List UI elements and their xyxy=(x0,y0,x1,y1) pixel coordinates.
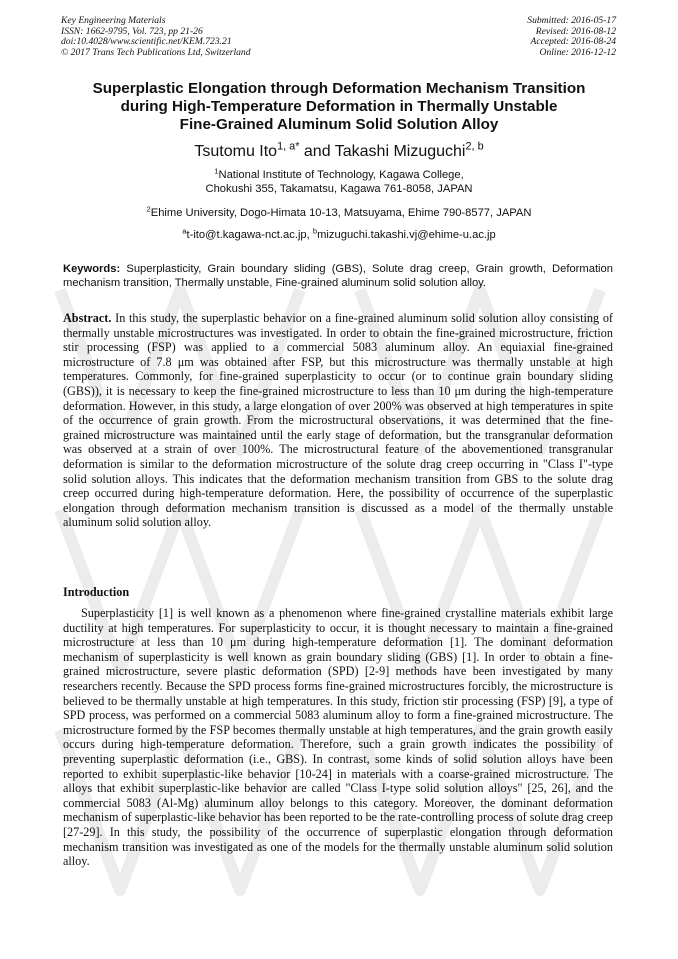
affiliation-mark: 1 xyxy=(214,166,219,176)
email-link[interactable]: mizuguchi.takashi.vj@ehime-u.ac.jp xyxy=(317,229,496,241)
affiliation-2 xyxy=(40,206,638,220)
affiliation-text: Chokushi 355, Takamatsu, Kagawa 761-8058, JAPAN xyxy=(205,183,473,195)
online-date: Online: 2016-12-12 xyxy=(539,46,616,58)
introduction-paragraph xyxy=(63,606,613,869)
title-line: Superplastic Elongation through Deformation Mechanism Transition xyxy=(92,80,586,97)
paper-title xyxy=(40,80,638,135)
journal-name: Key Engineering Materials xyxy=(61,15,166,26)
copyright-line: © 2017 Trans Tech Publications Ltd, Switzerland xyxy=(61,46,251,58)
author-name: Tsutomu Ito xyxy=(194,143,278,160)
title-line: Fine-Grained Aluminum Solid Solution Alloy xyxy=(179,116,499,134)
author-name: Takashi Mizuguchi xyxy=(334,143,466,160)
author-emails xyxy=(40,228,638,242)
introduction-text: Superplasticity [1] is well known as a phenomenon where fine-grained crystalline materials exhibit large ductility at high temperatures. For superplasticity to occur, it is thought necessary to maintain a fine-grained microstructure at less than 10 μm during high-temperature deformation [1]. The dominant deformation mechanism of superplasticity is well known as grain boundary sliding (GBS) [1]. In order to obtain a fine-grained microstructure, severe plastic deformation (SPD) [2-9] methods have been investigated by many researchers recently. Because the SPD process forms fine-grained microstructures forcibly, the microstructure is believed to be thermally unstable at high temperatures. In this study, friction stir processing (FSP) [9], a type of SPD process, was performed on a commercial 5083 aluminum alloy to form a fine-grained microstructure. The microstructure formed by the FSP becomes thermally unstable at high temperatures, and the grain growth easily occurs during high-temperature deformation. Therefore, such a grain growth indicates the possibility of preventing superplastic deformation (i.e., GBS). In contrast, some kinds of solid solution alloys have been reported to exhibit superplastic-like behavior [10-24] in materials with a coarse-grained microstructure. The alloys that exhibit superplastic-like behavior are called "Class I-type solid solution alloys" [25, 26], and the commercial 5083 (Al-Mg) aluminum alloy belongs to this category. Moreover, the dominant deformation mechanism of superplastic-like behavior has been reported to be the rate-controlling process of solute drag creep [27-29]. In this study, the possibility of the occurrence of superplastic elongation through deformation mechanism transition was investigated as one of the models for the thermally unstable aluminum solid solution alloy. xyxy=(63,606,613,869)
email-link[interactable]: t-ito@t.kagawa-nct.ac.jp, xyxy=(186,229,313,241)
dates-header xyxy=(527,16,616,58)
keywords-text: Superplasticity, Grain boundary sliding (GBS), Solute drag creep, Grain growth, Deformation mechanism transition, Thermally unstable, Fine-grained aluminum solid solution alloy. xyxy=(63,263,613,290)
keywords-label: Keywords: xyxy=(63,263,121,275)
abstract-text: In this study, the superplastic behavior on a fine-grained aluminum solid solution alloy consisting of thermally unstable microstructures was investigated. In order to obtain the fine-grained microstructure, friction stir processing (FSP) was applied to a commercial 5083 aluminum alloy. An equiaxial fine-grained microstructure of 7.8 μm was obtained after FSP, but this microstructure was thermally unstable at high temperatures. Commonly, for fine-grained superplasticity to occur (or to continue grain boundary sliding (GBS)), it is necessary to keep the fine-grained microstructure to less than 10 μm during the high-temperature deformation. However, in this study, a large elongation of over 200% was observed at high temperatures in spite of the occurrence of grain growth. From the microstructural observations, it was determined that the fine-grained microstructure was maintained until the early stage of deformation, but the transgranular deformation was observed at a strain of over 100%. The microstructural feature of the abovementioned transgranular deformation is similar to the deformation microstructure of the solute drag creep occurring in "Class I"-type solid solution alloys. This indicates that the deformation mechanism transition from GBS to the solute drag creep occurred during high-temperature deformation. Here, the possibility of occurrence of the superplastic elongation through deformation mechanism transition is discussed as a model of the thermally unstable aluminum solid solution alloy. xyxy=(63,311,613,530)
abstract-label: Abstract. xyxy=(63,311,112,325)
keywords-block xyxy=(63,262,613,291)
affiliation-1 xyxy=(40,168,638,196)
doi-line: doi:10.4028/www.scientific.net/KEM.723.21 xyxy=(61,36,232,48)
accepted-date: Accepted: 2016-08-24 xyxy=(530,36,616,48)
author-affiliation-mark: 1, a* xyxy=(277,140,300,153)
affiliation-mark: 2 xyxy=(146,204,151,214)
author-affiliation-mark: 2, b xyxy=(465,140,484,153)
journal-header xyxy=(61,16,251,58)
issn-line: ISSN: 1662-9795, Vol. 723, pp 21-26 xyxy=(61,25,203,37)
affiliation-text: Ehime University, Dogo-Himata 10-13, Matsuyama, Ehime 790-8577, JAPAN xyxy=(150,207,532,219)
email-mark: b xyxy=(312,226,318,236)
abstract-block xyxy=(63,311,613,530)
email-mark: a xyxy=(182,226,187,236)
submitted-date: Submitted: 2016-05-17 xyxy=(527,15,616,26)
title-line: during High-Temperature Deformation in Thermally Unstable xyxy=(120,98,558,116)
section-heading-introduction: Introduction xyxy=(63,585,130,599)
affiliation-text: National Institute of Technology, Kagawa College, xyxy=(218,169,464,181)
author-list xyxy=(40,142,638,162)
author-conjunction: and xyxy=(299,143,335,160)
revised-date: Revised: 2016-08-12 xyxy=(535,25,616,37)
